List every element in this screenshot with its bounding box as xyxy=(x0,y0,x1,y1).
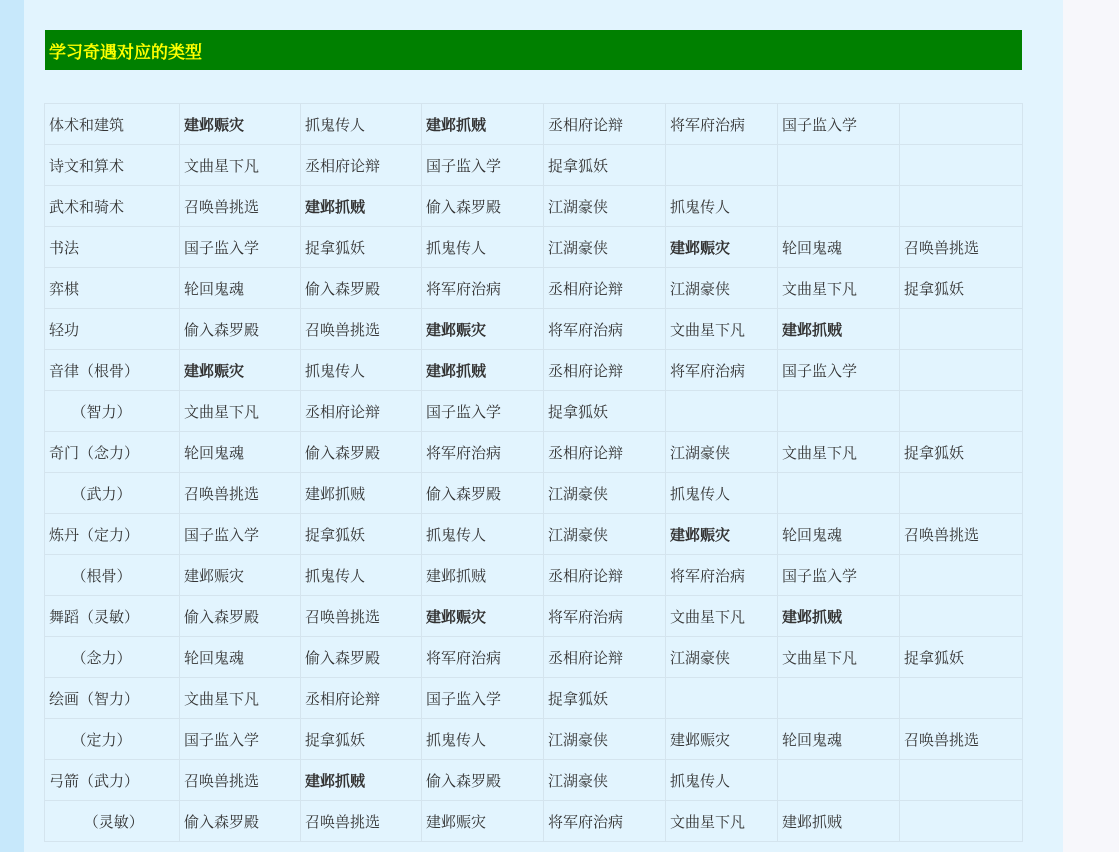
adventure-cell: 建邺抓贼 xyxy=(301,186,422,227)
adventure-cell: 将军府治病 xyxy=(544,596,666,637)
adventure-cell: 建邺赈灾 xyxy=(666,719,778,760)
row-label-cell: 舞蹈（灵敏） xyxy=(45,596,180,637)
content-area xyxy=(24,0,1063,852)
adventure-cell: 捉拿狐妖 xyxy=(900,268,1023,309)
adventure-cell: 建邺抓贼 xyxy=(778,596,900,637)
adventure-cell: 国子监入学 xyxy=(180,514,301,555)
adventure-cell: 国子监入学 xyxy=(422,678,544,719)
adventure-cell: 轮回鬼魂 xyxy=(778,514,900,555)
adventure-cell: 国子监入学 xyxy=(778,350,900,391)
adventure-cell: 丞相府论辩 xyxy=(544,555,666,596)
row-label-cell: 奇门（念力） xyxy=(45,432,180,473)
adventure-cell: 建邺赈灾 xyxy=(422,596,544,637)
adventure-cell: 丞相府论辩 xyxy=(301,145,422,186)
row-label-cell: 武术和骑术 xyxy=(45,186,180,227)
adventure-cell: 抓鬼传人 xyxy=(301,104,422,145)
adventure-cell: 丞相府论辩 xyxy=(544,350,666,391)
table-row xyxy=(45,391,1023,432)
adventure-cell: 轮回鬼魂 xyxy=(180,432,301,473)
adventure-cell: 召唤兽挑选 xyxy=(301,596,422,637)
table-row xyxy=(45,473,1023,514)
adventure-cell: 抓鬼传人 xyxy=(666,473,778,514)
adventure-cell xyxy=(778,186,900,227)
adventure-cell xyxy=(900,145,1023,186)
adventure-cell: 建邺抓贼 xyxy=(301,760,422,801)
adventure-cell xyxy=(900,596,1023,637)
row-label-cell: 轻功 xyxy=(45,309,180,350)
adventure-cell xyxy=(778,145,900,186)
row-label-cell: 体术和建筑 xyxy=(45,104,180,145)
adventure-cell: 文曲星下凡 xyxy=(180,391,301,432)
adventure-cell: 建邺赈灾 xyxy=(180,555,301,596)
adventure-cell: 建邺赈灾 xyxy=(666,514,778,555)
adventure-cell: 召唤兽挑选 xyxy=(180,186,301,227)
adventure-cell xyxy=(900,309,1023,350)
table-row xyxy=(45,514,1023,555)
adventure-cell: 建邺赈灾 xyxy=(180,104,301,145)
table-row xyxy=(45,186,1023,227)
adventure-cell: 文曲星下凡 xyxy=(778,432,900,473)
adventure-cell: 偷入森罗殿 xyxy=(180,801,301,842)
adventure-cell: 召唤兽挑选 xyxy=(900,514,1023,555)
adventure-cell xyxy=(778,678,900,719)
adventure-cell: 建邺赈灾 xyxy=(180,350,301,391)
row-label-cell: 绘画（智力） xyxy=(45,678,180,719)
adventure-cell: 江湖豪侠 xyxy=(544,514,666,555)
adventure-cell: 偷入森罗殿 xyxy=(180,596,301,637)
table-row xyxy=(45,555,1023,596)
adventure-cell xyxy=(666,678,778,719)
left-sidebar-strip xyxy=(0,0,24,852)
adventure-cell: 抓鬼传人 xyxy=(422,227,544,268)
adventure-cell xyxy=(778,473,900,514)
adventure-cell: 建邺抓贼 xyxy=(301,473,422,514)
adventure-cell: 偷入森罗殿 xyxy=(301,637,422,678)
adventure-cell: 捉拿狐妖 xyxy=(301,514,422,555)
adventure-cell: 偷入森罗殿 xyxy=(422,473,544,514)
table-row xyxy=(45,268,1023,309)
adventure-cell xyxy=(900,473,1023,514)
table-row xyxy=(45,596,1023,637)
adventure-cell xyxy=(778,760,900,801)
adventure-cell: 抓鬼传人 xyxy=(666,760,778,801)
row-label-cell: 弈棋 xyxy=(45,268,180,309)
row-label-cell: （智力） xyxy=(45,391,180,432)
row-label-cell: （武力） xyxy=(45,473,180,514)
adventure-cell: 国子监入学 xyxy=(422,145,544,186)
adventure-cell: 召唤兽挑选 xyxy=(900,719,1023,760)
adventure-cell: 江湖豪侠 xyxy=(544,186,666,227)
adventure-cell: 捉拿狐妖 xyxy=(544,678,666,719)
adventure-cell: 捉拿狐妖 xyxy=(544,391,666,432)
adventure-cell: 丞相府论辩 xyxy=(544,104,666,145)
table-row xyxy=(45,801,1023,842)
row-label-cell: （念力） xyxy=(45,637,180,678)
adventure-cell xyxy=(900,186,1023,227)
adventure-cell xyxy=(900,391,1023,432)
adventure-cell: 丞相府论辩 xyxy=(301,678,422,719)
adventure-cell: 建邺抓贼 xyxy=(422,104,544,145)
adventure-cell: 建邺赈灾 xyxy=(666,227,778,268)
adventure-cell: 将军府治病 xyxy=(666,555,778,596)
row-label-cell: 弓箭（武力） xyxy=(45,760,180,801)
adventure-cell: 丞相府论辩 xyxy=(544,432,666,473)
adventure-cell: 建邺赈灾 xyxy=(422,801,544,842)
row-label-cell: 音律（根骨） xyxy=(45,350,180,391)
adventure-cell: 文曲星下凡 xyxy=(666,801,778,842)
adventure-cell: 偷入森罗殿 xyxy=(422,186,544,227)
table-row xyxy=(45,678,1023,719)
adventure-cell: 抓鬼传人 xyxy=(301,350,422,391)
adventure-cell xyxy=(900,760,1023,801)
row-label-cell: 书法 xyxy=(45,227,180,268)
adventure-cell: 将军府治病 xyxy=(666,350,778,391)
adventure-cell: 江湖豪侠 xyxy=(544,227,666,268)
adventure-cell: 轮回鬼魂 xyxy=(180,268,301,309)
adventure-cell: 轮回鬼魂 xyxy=(778,719,900,760)
adventure-cell: 文曲星下凡 xyxy=(666,309,778,350)
adventure-cell: 将军府治病 xyxy=(422,637,544,678)
adventure-cell: 捉拿狐妖 xyxy=(301,227,422,268)
table-row xyxy=(45,145,1023,186)
adventure-cell: 江湖豪侠 xyxy=(666,432,778,473)
adventure-cell: 建邺抓贼 xyxy=(778,801,900,842)
adventure-cell: 召唤兽挑选 xyxy=(301,801,422,842)
section-header xyxy=(45,30,1022,70)
adventure-cell: 捉拿狐妖 xyxy=(900,432,1023,473)
section-title: 学习奇遇对应的类型 xyxy=(49,42,202,63)
adventure-cell: 轮回鬼魂 xyxy=(180,637,301,678)
adventure-cell: 国子监入学 xyxy=(778,555,900,596)
adventure-cell: 轮回鬼魂 xyxy=(778,227,900,268)
adventure-cell xyxy=(900,801,1023,842)
adventure-cell: 国子监入学 xyxy=(778,104,900,145)
adventure-cell: 建邺抓贼 xyxy=(778,309,900,350)
row-label-cell: （定力） xyxy=(45,719,180,760)
adventure-cell: 偷入森罗殿 xyxy=(301,268,422,309)
adventure-cell: 建邺抓贼 xyxy=(422,350,544,391)
adventure-cell: 江湖豪侠 xyxy=(666,268,778,309)
adventure-cell xyxy=(900,350,1023,391)
row-label-cell: （根骨） xyxy=(45,555,180,596)
adventure-cell: 偷入森罗殿 xyxy=(422,760,544,801)
adventure-cell: 捉拿狐妖 xyxy=(544,145,666,186)
adventure-cell: 抓鬼传人 xyxy=(666,186,778,227)
adventure-cell: 召唤兽挑选 xyxy=(301,309,422,350)
adventure-cell: 江湖豪侠 xyxy=(544,760,666,801)
adventure-cell: 国子监入学 xyxy=(180,227,301,268)
adventure-cell: 丞相府论辩 xyxy=(544,637,666,678)
adventure-cell: 建邺抓贼 xyxy=(422,555,544,596)
table-row xyxy=(45,719,1023,760)
table-row xyxy=(45,432,1023,473)
adventure-cell: 文曲星下凡 xyxy=(666,596,778,637)
adventure-cell xyxy=(778,391,900,432)
adventure-cell: 抓鬼传人 xyxy=(301,555,422,596)
adventure-cell: 江湖豪侠 xyxy=(544,473,666,514)
adventure-cell: 国子监入学 xyxy=(422,391,544,432)
adventure-cell: 国子监入学 xyxy=(180,719,301,760)
adventure-cell: 召唤兽挑选 xyxy=(900,227,1023,268)
adventure-cell: 召唤兽挑选 xyxy=(180,473,301,514)
adventure-cell: 将军府治病 xyxy=(422,268,544,309)
adventure-cell: 偷入森罗殿 xyxy=(301,432,422,473)
row-label-cell: 炼丹（定力） xyxy=(45,514,180,555)
table-body xyxy=(45,104,1023,842)
table-row xyxy=(45,104,1023,145)
adventure-cell: 召唤兽挑选 xyxy=(180,760,301,801)
adventure-cell: 文曲星下凡 xyxy=(778,268,900,309)
adventure-cell xyxy=(666,145,778,186)
adventure-cell: 捉拿狐妖 xyxy=(301,719,422,760)
adventure-cell: 抓鬼传人 xyxy=(422,514,544,555)
adventure-cell xyxy=(900,104,1023,145)
adventure-cell: 将军府治病 xyxy=(422,432,544,473)
table-row xyxy=(45,760,1023,801)
adventure-cell: 将军府治病 xyxy=(544,801,666,842)
adventure-cell: 丞相府论辩 xyxy=(544,268,666,309)
row-label-cell: （灵敏） xyxy=(45,801,180,842)
row-label-cell: 诗文和算术 xyxy=(45,145,180,186)
adventure-cell: 建邺赈灾 xyxy=(422,309,544,350)
adventure-cell: 江湖豪侠 xyxy=(544,719,666,760)
adventure-cell: 抓鬼传人 xyxy=(422,719,544,760)
table-row xyxy=(45,350,1023,391)
table-row xyxy=(45,309,1023,350)
adventure-cell: 丞相府论辩 xyxy=(301,391,422,432)
adventure-cell xyxy=(900,678,1023,719)
adventure-cell xyxy=(900,555,1023,596)
adventure-cell: 将军府治病 xyxy=(544,309,666,350)
adventure-cell: 文曲星下凡 xyxy=(180,678,301,719)
adventure-cell: 文曲星下凡 xyxy=(180,145,301,186)
adventure-cell: 江湖豪侠 xyxy=(666,637,778,678)
adventure-cell: 偷入森罗殿 xyxy=(180,309,301,350)
adventure-type-table xyxy=(44,103,1023,842)
table-row xyxy=(45,227,1023,268)
adventure-cell: 将军府治病 xyxy=(666,104,778,145)
table-row xyxy=(45,637,1023,678)
adventure-cell: 文曲星下凡 xyxy=(778,637,900,678)
adventure-cell xyxy=(666,391,778,432)
adventure-cell: 捉拿狐妖 xyxy=(900,637,1023,678)
